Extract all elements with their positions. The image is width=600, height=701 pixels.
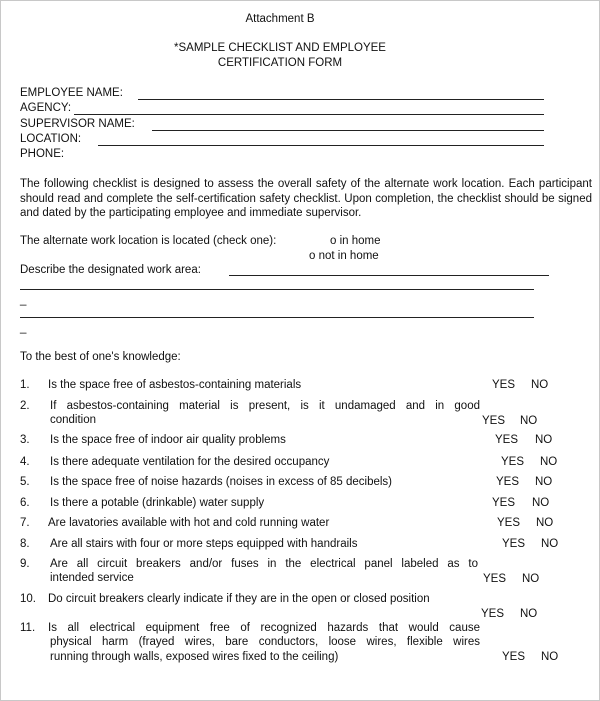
item-7-yes[interactable]: YES (497, 517, 521, 529)
item-5-question: Is the space free of noise hazards (noises in excess of 85 decibels) (50, 476, 392, 488)
knowledge-prompt: To the best of one's knowledge: (20, 351, 181, 363)
item-7-question: Are lavatories available with hot and cold running water (48, 517, 330, 529)
item-6-question: Is there a potable (drinkable) water supply (50, 497, 265, 509)
item-1-question: Is the space free of asbestos-containing materials (48, 379, 302, 391)
item-4-yes[interactable]: YES (501, 456, 525, 468)
describe-line-2[interactable] (20, 289, 534, 290)
supervisor-name-field[interactable] (152, 130, 544, 131)
item-11-no[interactable]: NO (541, 651, 559, 663)
item-3-number: 3. (20, 434, 30, 446)
item-8-yes[interactable]: YES (502, 538, 526, 550)
intro-paragraph: The following checklist is designed to assess the overall safety of the alternate work location. Each participant should read and complete the self-certification safety checklist. Upon completion, the checklist should be signed and dated by the participating employee and immediate supervisor. (20, 178, 592, 219)
location-field[interactable] (98, 145, 544, 146)
describe-line-3[interactable] (20, 317, 534, 318)
attachment-label: Attachment B (245, 13, 315, 25)
supervisor-name-label: SUPERVISOR NAME: (20, 118, 135, 130)
item-11-question-line2: physical harm (frayed wires, bare conductors, loose wires, flexible wires (50, 636, 480, 648)
location-prompt: The alternate work location is located (check one): (20, 235, 277, 247)
item-2-no[interactable]: NO (520, 415, 538, 427)
item-5-no[interactable]: NO (535, 476, 553, 488)
item-3-yes[interactable]: YES (495, 434, 519, 446)
item-2-number: 2. (20, 400, 30, 412)
item-8-no[interactable]: NO (541, 538, 559, 550)
item-11-yes[interactable]: YES (502, 651, 526, 663)
item-3-question: Is the space free of indoor air quality problems (50, 434, 286, 446)
item-11-number: 11. (20, 622, 36, 634)
item-8-number: 8. (20, 538, 30, 550)
item-9-question-line2: intended service (50, 572, 134, 584)
form-title-line1: *SAMPLE CHECKLIST AND EMPLOYEE (174, 42, 386, 54)
item-11-question-line1: Is all electrical equipment free of recognized hazards that would cause (48, 622, 480, 634)
item-3-no[interactable]: NO (535, 434, 553, 446)
employee-name-label: EMPLOYEE NAME: (20, 87, 123, 99)
location-label: LOCATION: (20, 133, 82, 145)
item-6-no[interactable]: NO (532, 497, 550, 509)
item-2-yes[interactable]: YES (482, 415, 506, 427)
item-6-number: 6. (20, 497, 30, 509)
item-9-yes[interactable]: YES (483, 573, 507, 585)
item-5-number: 5. (20, 476, 30, 488)
item-9-no[interactable]: NO (522, 573, 540, 585)
item-2-question-line2: condition (50, 414, 97, 426)
item-10-number: 10. (20, 593, 36, 605)
item-8-question: Are all stairs with four or more steps equipped with handrails (50, 538, 358, 550)
item-1-yes[interactable]: YES (492, 379, 516, 391)
item-10-yes[interactable]: YES (481, 608, 505, 620)
item-10-no[interactable]: NO (520, 608, 538, 620)
describe-work-area-label: Describe the designated work area: (20, 264, 201, 276)
item-4-question: Is there adequate ventilation for the desired occupancy (50, 456, 330, 468)
item-10-question: Do circuit breakers clearly indicate if they are in the open or closed position (48, 593, 430, 605)
option-not-in-home[interactable]: o not in home (309, 250, 379, 262)
agency-label: AGENCY: (20, 102, 72, 114)
agency-field[interactable] (74, 114, 544, 115)
item-5-yes[interactable]: YES (496, 476, 520, 488)
item-1-no[interactable]: NO (531, 379, 549, 391)
describe-dash-1: _ (20, 294, 27, 306)
item-9-number: 9. (20, 558, 30, 570)
phone-label: PHONE: (20, 148, 65, 160)
item-2-question-line1: If asbestos-containing material is present, is it undamaged and in good (50, 400, 480, 412)
form-title-line2: CERTIFICATION FORM (217, 57, 343, 69)
item-4-no[interactable]: NO (540, 456, 558, 468)
item-9-question-line1: Are all circuit breakers and/or fuses in the electrical panel labeled as to (50, 558, 478, 570)
item-7-no[interactable]: NO (536, 517, 554, 529)
option-in-home[interactable]: o in home (330, 235, 381, 247)
item-11-question-line3: running through walls, exposed wires fixed to the ceiling) (50, 651, 339, 663)
employee-name-field[interactable] (138, 99, 544, 100)
item-1-number: 1. (20, 379, 30, 391)
describe-line-1[interactable] (229, 275, 549, 276)
item-7-number: 7. (20, 517, 30, 529)
item-4-number: 4. (20, 456, 30, 468)
describe-dash-2: _ (20, 322, 27, 334)
item-6-yes[interactable]: YES (492, 497, 516, 509)
